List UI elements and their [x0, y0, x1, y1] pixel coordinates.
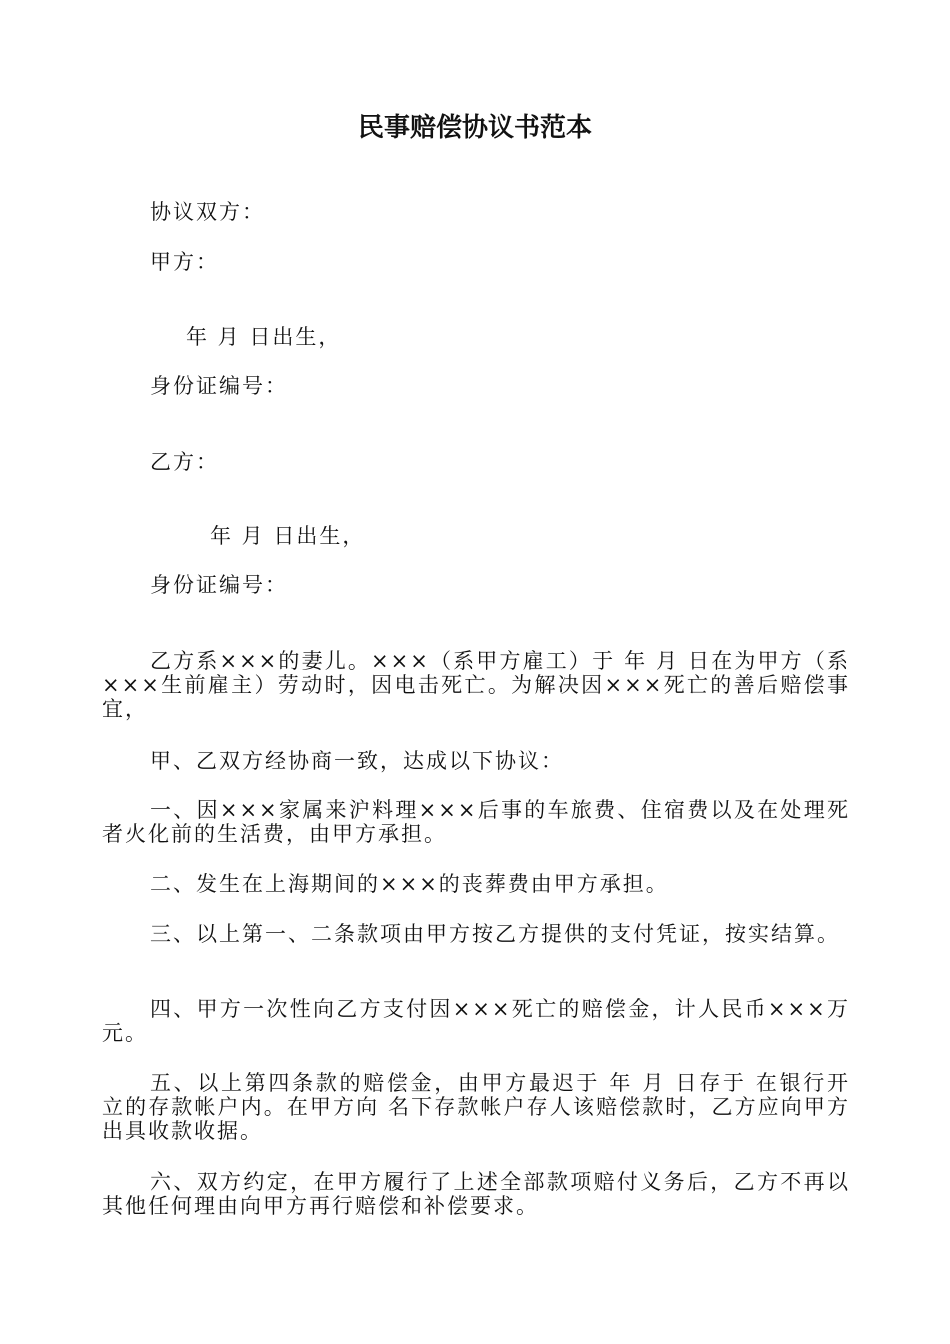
agreement-intro: 甲、乙双方经协商一致，达成以下协议： — [150, 749, 564, 773]
clause-4: 四、甲方一次性向乙方支付因×××死亡的赔偿金，计人民币×××万元。 — [102, 997, 850, 1045]
party-b-birth: 年 月 日出生， — [210, 524, 366, 548]
preamble-paragraph: 乙方系×××的妻儿。×××（系甲方雇工）于 年 月 日在为甲方（系×××生前雇主）劳动时，因电击死亡。为解决因×××死亡的善后赔偿事宜， — [102, 649, 850, 721]
clause-6: 六、双方约定，在甲方履行了上述全部款项赔付义务后，乙方不再以其他任何理由向甲方再行赔偿和补偿要求。 — [102, 1170, 850, 1218]
clause-3: 三、以上第一、二条款项由甲方按乙方提供的支付凭证，按实结算。 — [150, 922, 840, 946]
clause-2: 二、发生在上海期间的×××的丧葬费由甲方承担。 — [150, 872, 669, 896]
party-b-label: 乙方： — [150, 450, 219, 474]
clause-5: 五、以上第四条款的赔偿金，由甲方最迟于 年 月 日存于 在银行开立的存款帐户内。在甲方向 名下存款帐户存人该赔偿款时，乙方应向甲方出具收款收据。 — [102, 1071, 850, 1143]
clause-1: 一、因×××家属来沪料理×××后事的车旅费、住宿费以及在处理死者火化前的生活费，由甲方承担。 — [102, 798, 850, 846]
document-title: 民事赔偿协议书范本 — [357, 113, 592, 143]
party-a-id-label: 身份证编号： — [150, 374, 288, 398]
party-a-birth: 年 月 日出生， — [186, 325, 342, 349]
party-a-label: 甲方： — [150, 250, 219, 274]
party-b-id-label: 身份证编号： — [150, 573, 288, 597]
parties-label: 协议双方： — [150, 200, 265, 224]
